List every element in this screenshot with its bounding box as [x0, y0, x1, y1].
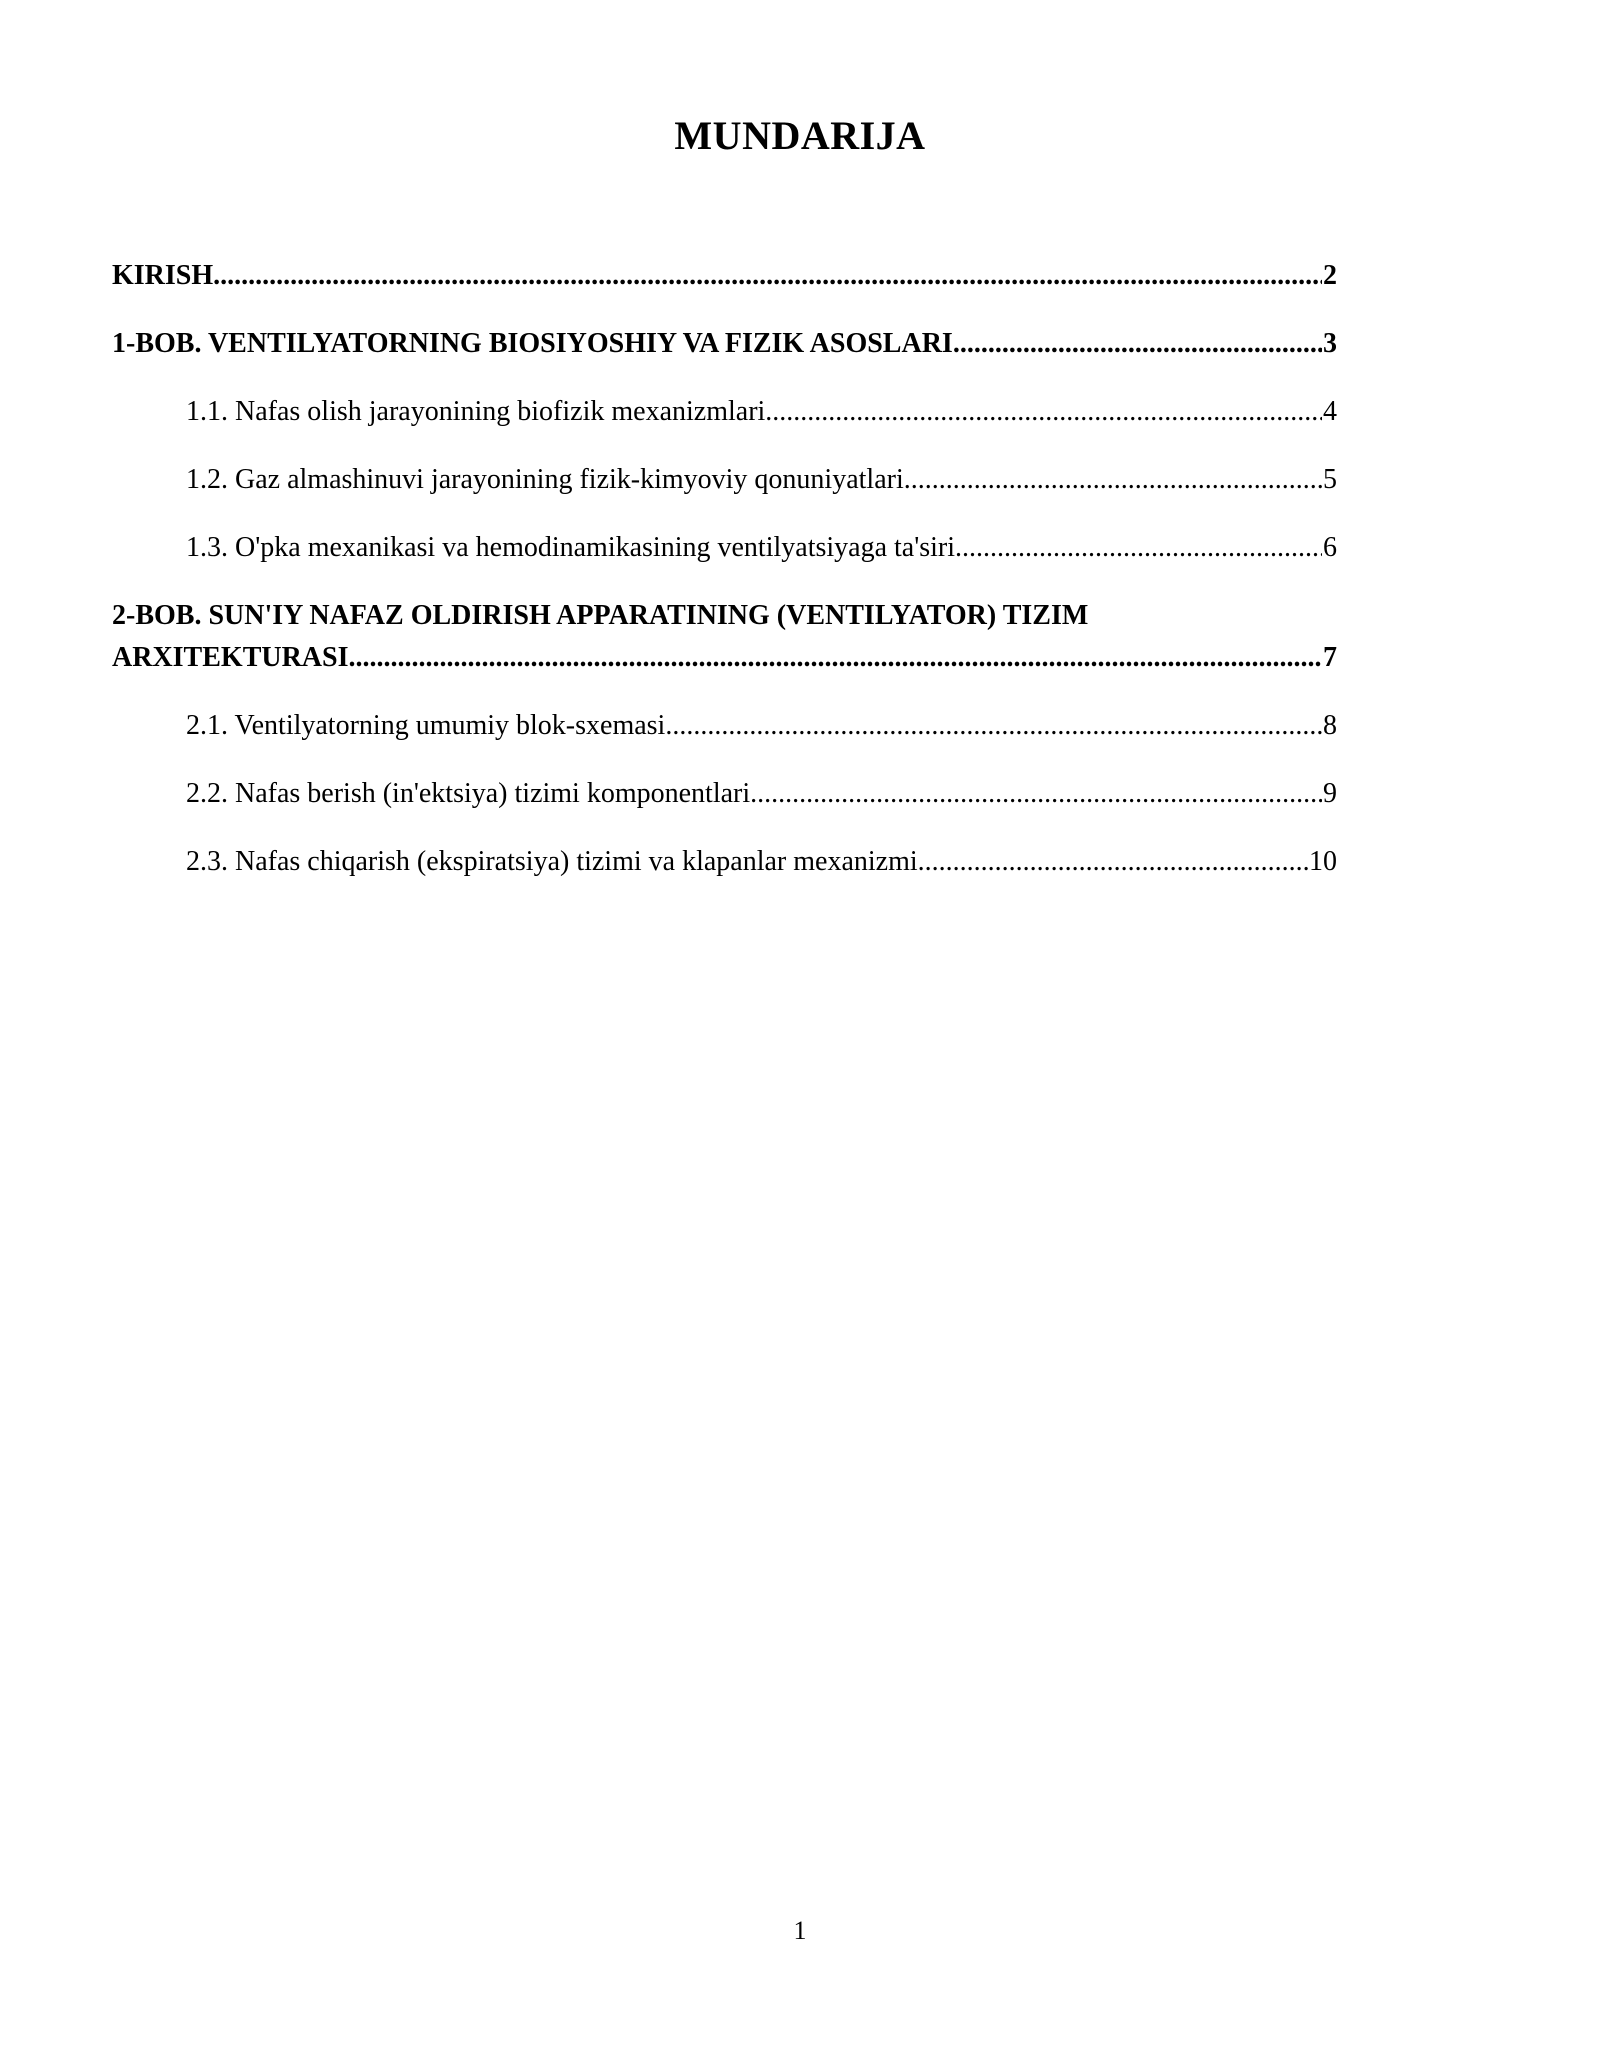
- page-title: MUNDARIJA: [674, 113, 926, 158]
- toc-entry-page: 4: [1323, 396, 1337, 427]
- toc-entry-kirish[interactable]: [112, 255, 1337, 297]
- toc-entry-chapter-1[interactable]: [112, 323, 1337, 365]
- page-number: 1: [793, 1916, 807, 1945]
- toc-entry-label: 1.2. Gaz almashinuvi jarayonining fizik-kimyoviy qonuniyatlari: [186, 464, 904, 495]
- toc-entry-section-2-1[interactable]: [112, 705, 1337, 747]
- toc-entry-label: 1.1. Nafas olish jarayonining biofizik mexanizmlari: [186, 396, 766, 427]
- dot-leader: [750, 773, 1322, 815]
- toc-entry-label: 2.1. Ventilyatorning umumiy blok-sxemasi: [186, 710, 666, 741]
- toc-entry-chapter-2[interactable]: [112, 595, 1337, 679]
- dot-leader: [955, 527, 1322, 569]
- toc-entry-page: 9: [1323, 778, 1337, 809]
- toc-entry-label: 2.2. Nafas berish (in'ektsiya) tizimi komponentlari: [186, 778, 751, 809]
- toc-entry-page: 10: [1309, 846, 1337, 877]
- toc-entry-label-line-1: 2-BOB. SUN'IY NAFAZ OLDIRISH APPARATINING (VENTILYATOR) TIZIM: [112, 600, 1089, 631]
- dot-leader: [765, 391, 1322, 433]
- toc-entry-label-line-2: ARXITEKTURASI: [112, 642, 349, 673]
- toc-entry-section-1-3[interactable]: [112, 527, 1337, 569]
- toc-entry-section-1-1[interactable]: [112, 391, 1337, 433]
- toc-entry-page: 6: [1323, 532, 1337, 563]
- toc-entry-section-2-2[interactable]: [112, 773, 1337, 815]
- toc-entry-page: 7: [1323, 642, 1337, 673]
- toc-entry-page: 5: [1323, 464, 1337, 495]
- dot-leader: [904, 459, 1322, 501]
- toc-entry-page: 8: [1323, 710, 1337, 741]
- dot-leader: [953, 323, 1322, 365]
- toc-entry-page: 3: [1323, 328, 1337, 359]
- toc-entry-label: 1.3. O'pka mexanikasi va hemodinamikasining ventilyatsiyaga ta'siri: [186, 532, 956, 563]
- toc-entry-section-2-3[interactable]: [112, 841, 1337, 883]
- toc-entry-label: 1-BOB. VENTILYATORNING BIOSIYOSHIY VA FIZIK ASOSLARI: [112, 328, 953, 359]
- dot-leader: [213, 255, 1322, 297]
- dot-leader: [918, 841, 1308, 883]
- toc-entry-label: KIRISH: [112, 260, 214, 291]
- toc-entry-section-1-2[interactable]: [112, 459, 1337, 501]
- toc-entry-label: 2.3. Nafas chiqarish (ekspiratsiya) tizimi va klapanlar mexanizmi: [186, 846, 918, 877]
- dot-leader: [349, 637, 1323, 679]
- dot-leader: [665, 705, 1322, 747]
- table-of-contents: [112, 255, 1337, 909]
- toc-entry-page: 2: [1323, 260, 1337, 291]
